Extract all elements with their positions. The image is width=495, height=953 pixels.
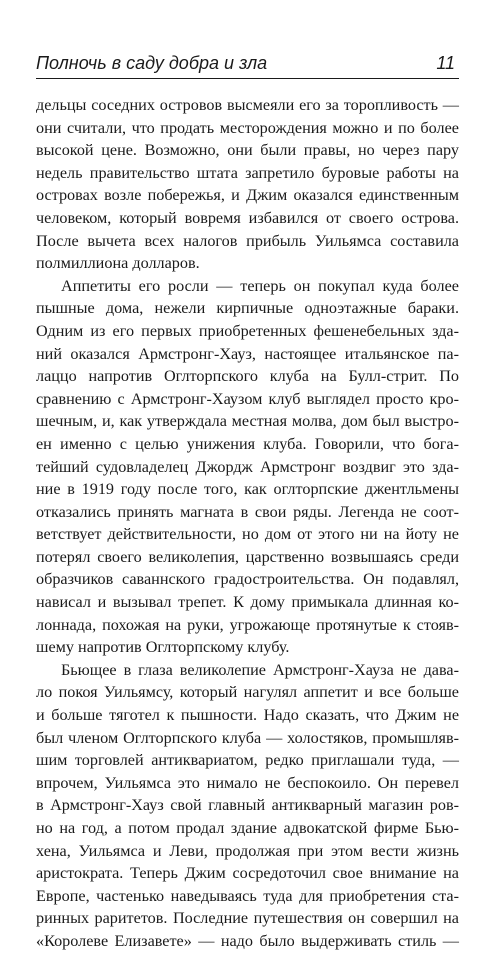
text-line: потерял своего великолепия, царственно возвышаясь среди [36, 547, 459, 566]
text-line: островах возле побережья, и Джим оказался единственным [36, 186, 459, 205]
text-line: образчиков саваннского градостроительства. Он подавлял, [36, 570, 459, 589]
text-line: Одним из его первых приобретенных фешенебельных зда- [36, 321, 459, 340]
text-line: После вычета всех налогов прибыль Уильямса составила [36, 231, 459, 250]
text-line: был членом Оглторпского клуба — холостяков, промышляв- [36, 728, 459, 747]
text-line: хена, Уильямса и Леви, продолжая при этом вести жизнь [36, 841, 459, 860]
running-header [36, 48, 459, 79]
text-line: тейший судовладелец Джордж Армстронг воздвиг это зда- [36, 457, 459, 476]
text-line: полмиллиона долларов. [36, 254, 200, 273]
paragraph [36, 275, 459, 659]
text-line: человеком, который вовремя избавился от своего острова. [36, 208, 459, 227]
text-line: лаццо напротив Оглторпского клуба на Булл-стрит. По [36, 367, 459, 386]
text-line: впрочем, Уильямса это нимало не беспокоило. Он перевел [36, 773, 459, 792]
book-title: Полночь в саду добра и зла [36, 53, 268, 73]
text-line: ло покоя Уильямсу, который нагулял аппетит и все больше [36, 683, 459, 702]
text-line: отказались принять магната в свои ряды. Легенда не соот- [36, 502, 459, 521]
body-text [36, 94, 459, 953]
text-line: но на год, а потом продал здание адвокатской фирме Бью- [36, 819, 459, 837]
text-line: «Королеве Елизавете» — надо было выдерживать стиль — [36, 931, 459, 950]
text-line: шим торговлей антиквариатом, редко приглашали туда, — [36, 751, 459, 770]
text-line: аристократа. Теперь Джим сосредоточил свое внимание на [36, 864, 459, 883]
text-line: в Армстронг-Хауз свой главный антикварный магазин ров- [36, 796, 459, 815]
text-line: ен именно с целью унижения клуба. Говорили, что бога- [36, 434, 459, 453]
paragraph [36, 659, 459, 953]
text-line: ветствует действительности, но дом от этого ни на йоту не [36, 525, 459, 544]
text-line: ний оказался Армстронг-Хауз, настоящее итальянское па- [36, 344, 459, 363]
text-line: шечным, и, как утверждала местная молва, дом был выстро- [36, 412, 459, 431]
text-line: шему напротив Оглторпскому клубу. [36, 638, 290, 657]
text-line: сравнению с Армстронг-Хаузом клуб выглядел просто кро- [36, 389, 459, 408]
text-line: нависал и вызывал трепет. К дому примыкала длинная ко- [36, 593, 459, 612]
text-line: Бьющее в глаза великолепие Армстронг-Хауза не дава- [61, 660, 459, 679]
text-line: лоннада, похожая на руки, угрожающе протянутые к стояв- [36, 615, 459, 634]
text-line: высокой цене. Возможно, они были правы, но через пару [36, 141, 459, 160]
page-number: 11 [436, 53, 455, 73]
text-line: ние в 1919 году после того, как оглторпские джентльмены [36, 480, 459, 499]
text-line: дельцы соседних островов высмеяли его за торопливость — [36, 96, 459, 114]
text-line: и больше тяготел к пышности. Надо сказать, что Джим не [36, 706, 459, 725]
text-line: они считали, что продать месторождения можно и по более [36, 118, 459, 137]
text-line: недель правительство штата запретило буровые работы на [36, 163, 459, 182]
text-line: ринных раритетов. Последние путешествия он совершил на [36, 909, 459, 928]
text-line: Аппетиты его росли — теперь он покупал куда более [61, 276, 459, 295]
paragraph [36, 94, 459, 275]
text-line: Европе, частенько наведываясь туда для приобретения ста- [36, 886, 459, 905]
text-line: пышные дома, нежели кирпичные одноэтажные бараки. [36, 299, 459, 318]
